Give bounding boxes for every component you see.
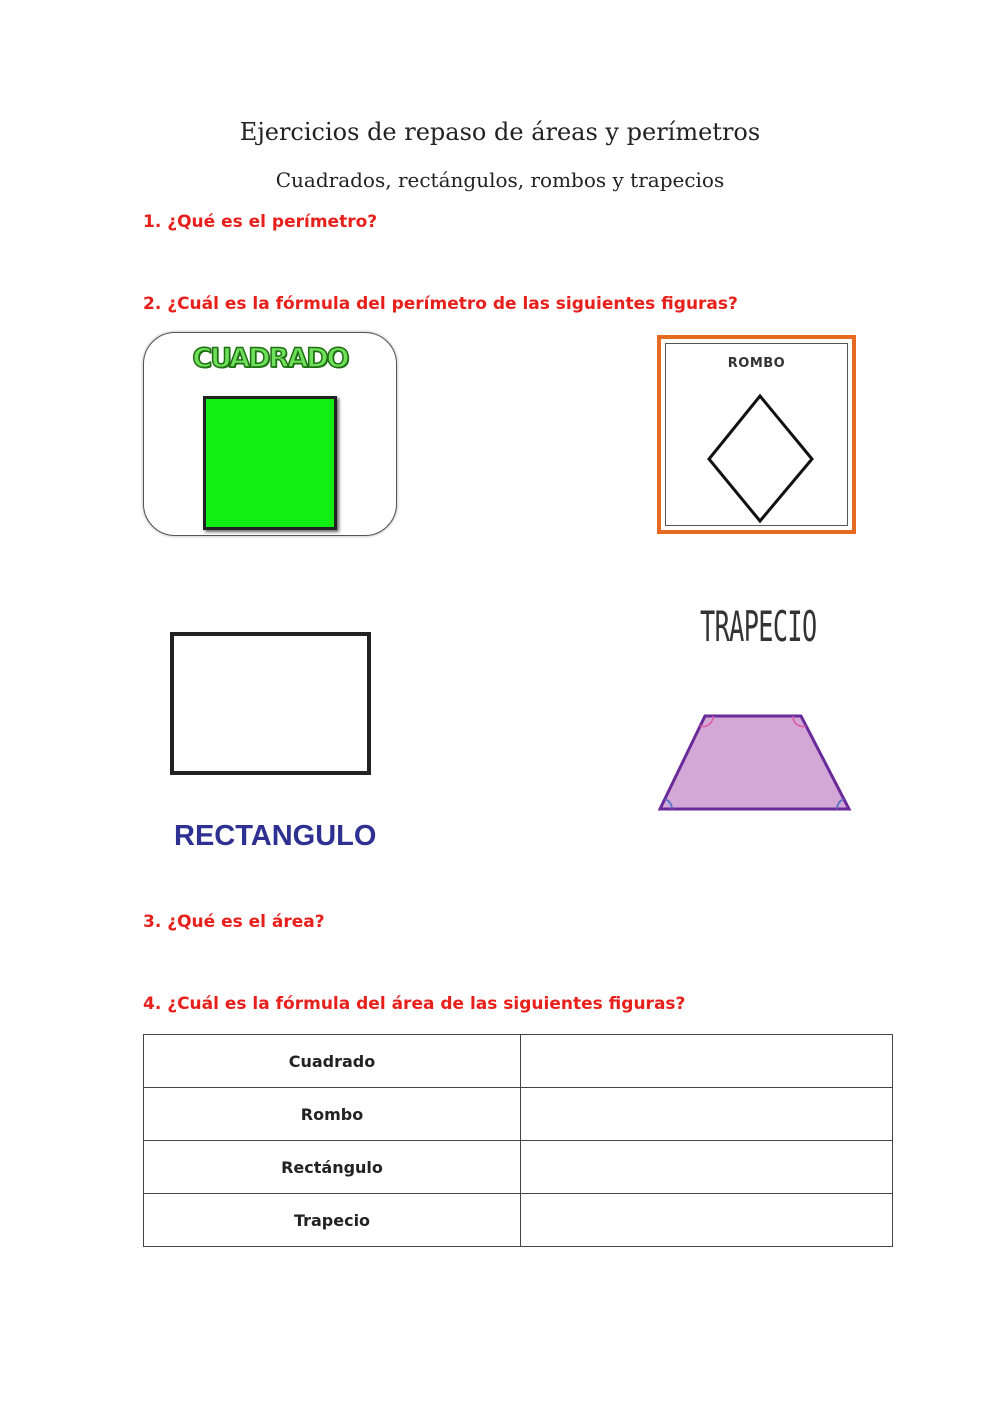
question-1: 1. ¿Qué es el perímetro? <box>143 212 378 232</box>
page-subtitle: Cuadrados, rectángulos, rombos y trapecios <box>275 168 725 192</box>
figure-name-cell: Trapecio <box>144 1194 521 1247</box>
rombo-card <box>657 335 856 534</box>
figure-name-cell: Cuadrado <box>144 1035 521 1088</box>
question-4: 4. ¿Cuál es la fórmula del área de las siguientes figuras? <box>143 994 686 1014</box>
figure-name-cell: Rectángulo <box>144 1141 521 1194</box>
area-formula-table <box>143 1034 893 1247</box>
page-title: Ejercicios de repaso de áreas y perímetros <box>239 118 761 146</box>
question-3: 3. ¿Qué es el área? <box>143 912 325 932</box>
formula-answer-cell[interactable] <box>521 1194 893 1247</box>
rectangulo-shape <box>170 632 371 775</box>
rombo-diamond <box>709 396 812 521</box>
table-row <box>144 1088 893 1141</box>
trapecio-shape <box>655 710 855 815</box>
cuadrado-label: CUADRADO <box>192 343 348 374</box>
trapecio-polygon <box>660 716 849 809</box>
table-row <box>144 1141 893 1194</box>
trapecio-label: TRAPECIO <box>700 602 817 651</box>
table-row <box>144 1035 893 1088</box>
rectangulo-label: RECTANGULO <box>174 820 377 852</box>
formula-answer-cell[interactable] <box>521 1088 893 1141</box>
rombo-inner-border <box>665 343 848 526</box>
rombo-diamond-shape <box>666 344 847 525</box>
formula-answer-cell[interactable] <box>521 1141 893 1194</box>
green-square-shape <box>203 396 337 530</box>
rombo-label: ROMBO <box>727 356 786 371</box>
cuadrado-card <box>143 332 397 536</box>
table-row <box>144 1194 893 1247</box>
formula-answer-cell[interactable] <box>521 1035 893 1088</box>
figure-name-cell: Rombo <box>144 1088 521 1141</box>
question-2: 2. ¿Cuál es la fórmula del perímetro de las siguientes figuras? <box>143 294 738 314</box>
